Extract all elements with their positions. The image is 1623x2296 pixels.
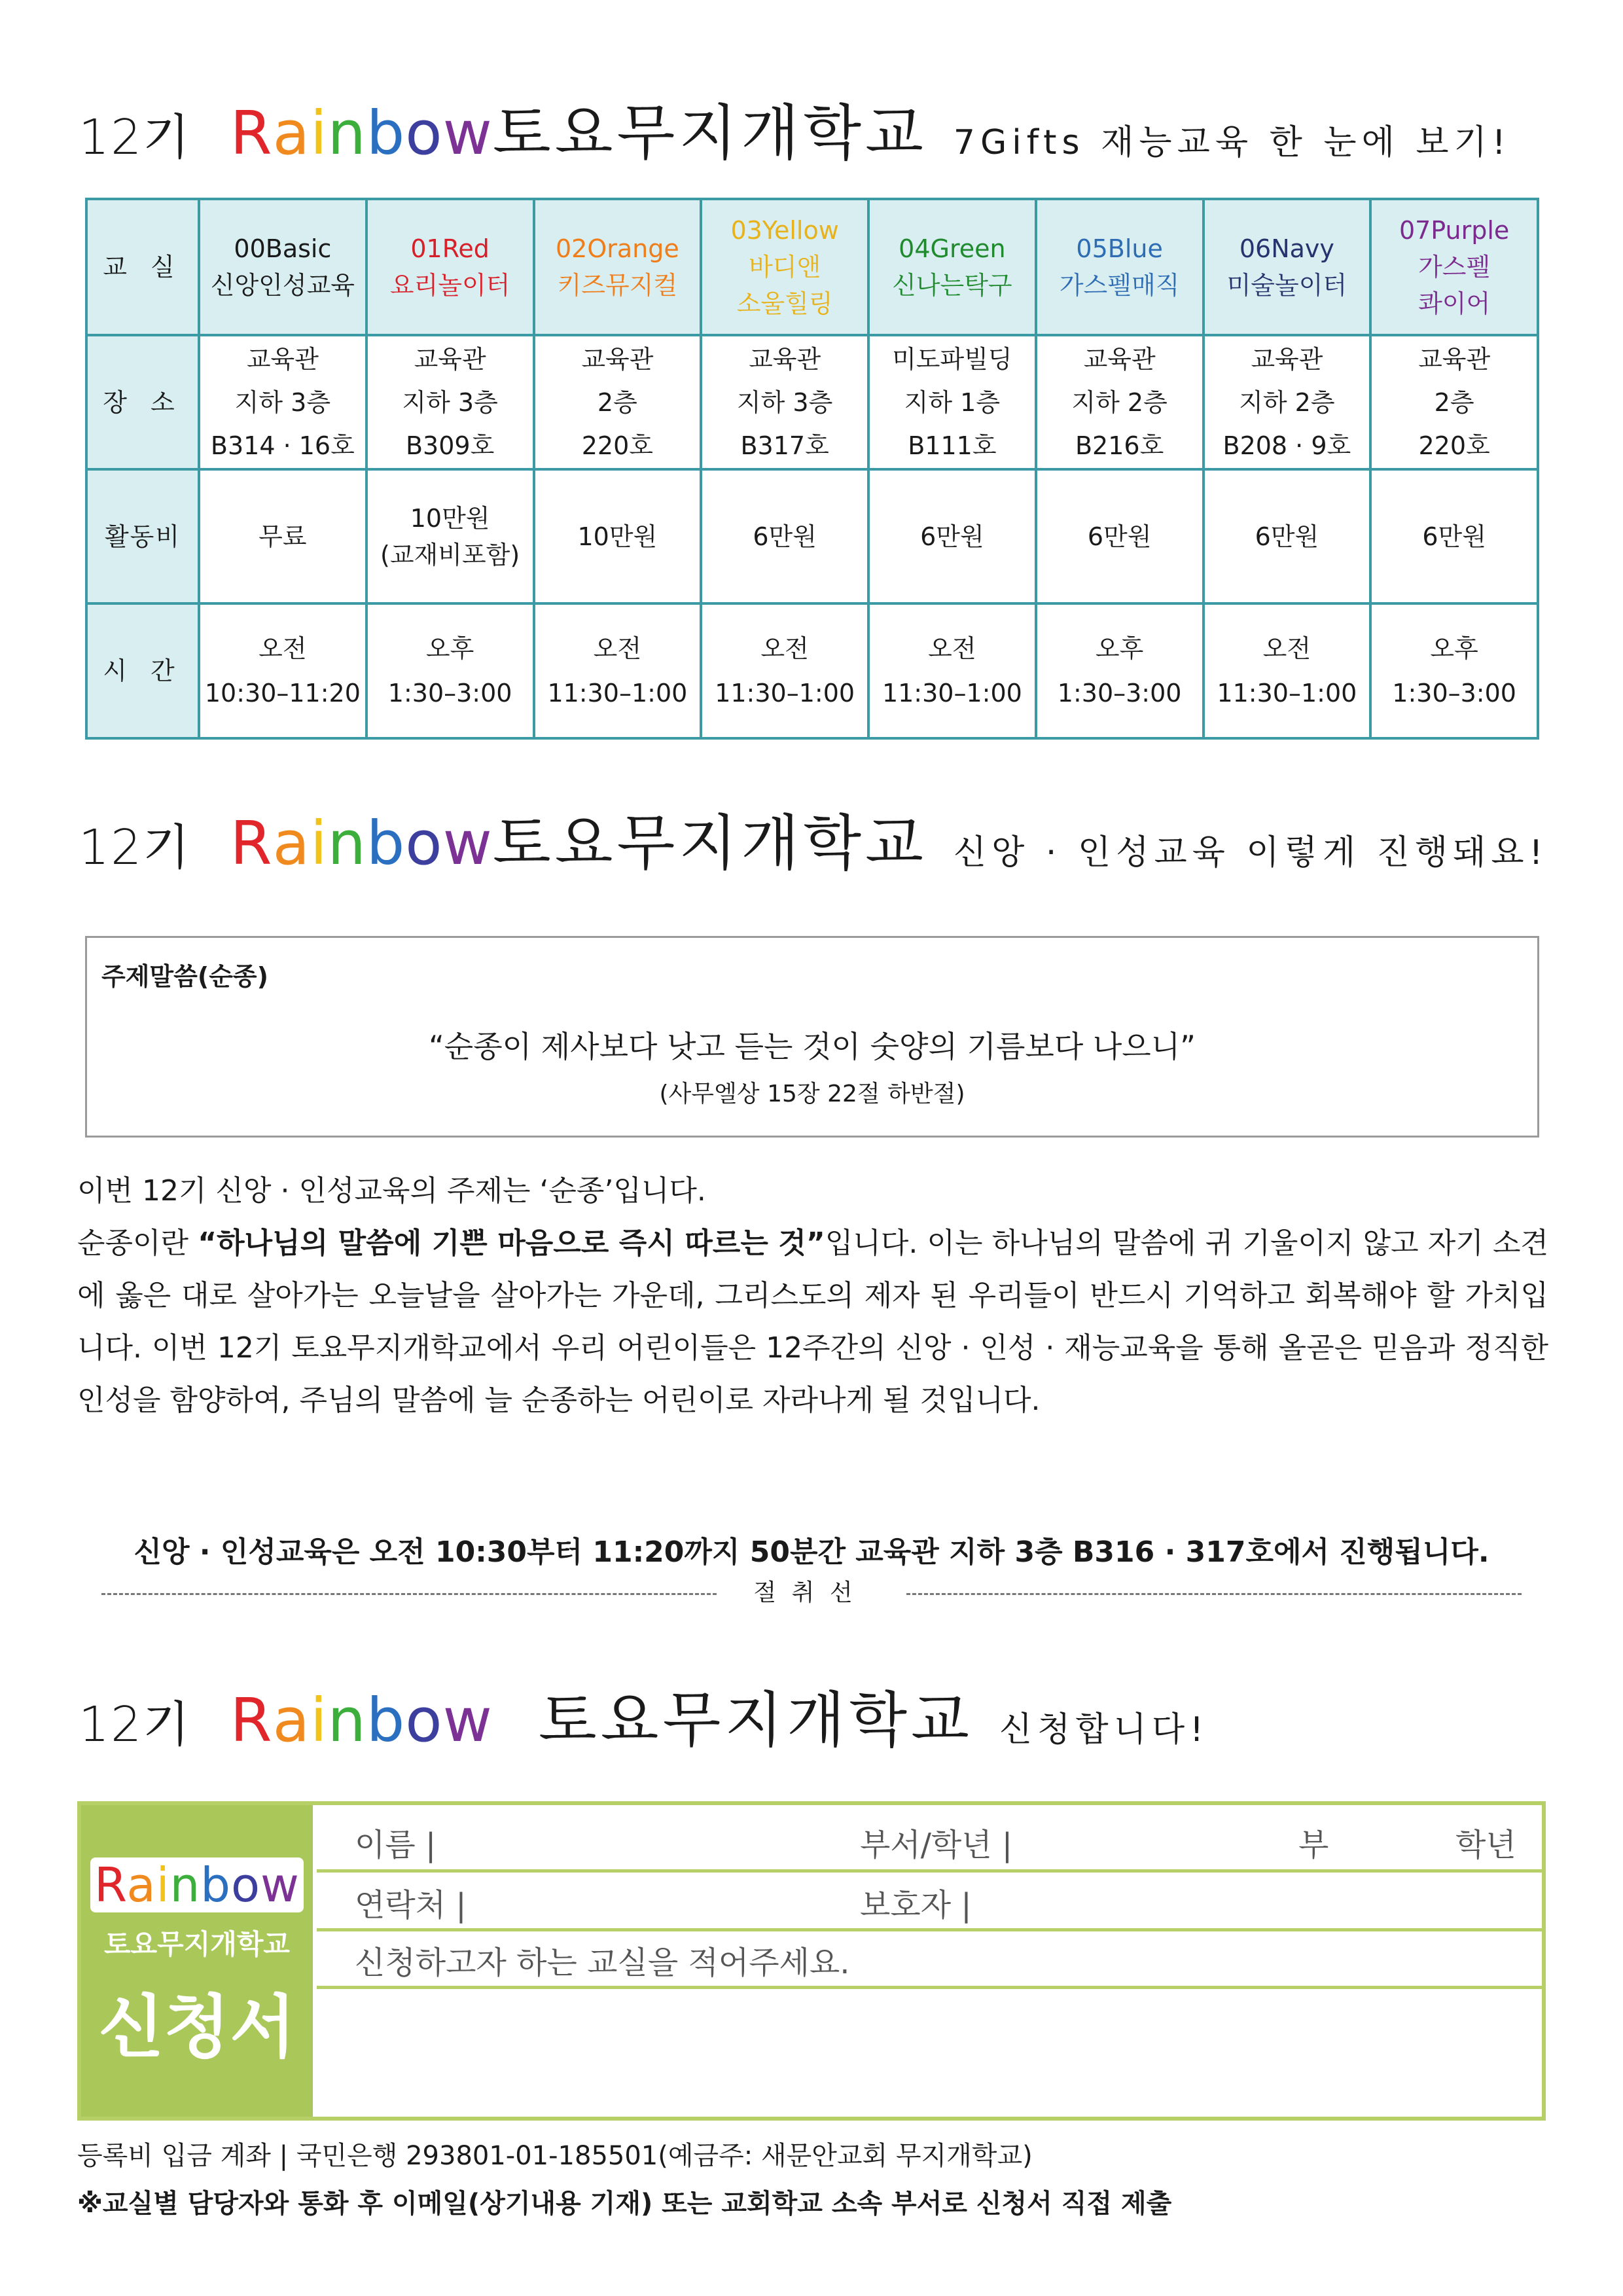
fee-cell xyxy=(199,469,366,603)
classroom-row xyxy=(86,199,1538,335)
intro-lead: 순종이란 xyxy=(77,1227,198,1260)
time-cell xyxy=(1204,603,1371,738)
class-cell xyxy=(199,199,366,335)
rainbow-letter: b xyxy=(366,808,406,878)
rainbow-letter: R xyxy=(230,98,273,168)
fee-text: (교재비포함) xyxy=(380,540,520,569)
class-name: 가스펠 xyxy=(1418,253,1491,281)
row-label-classroom: 교 실 xyxy=(86,199,199,335)
theme-verse: “순종이 제사보다 낫고 듣는 것이 숫양의 기름보다 나으니” xyxy=(428,1029,1196,1064)
heading-subtitle: 신앙 · 인성교육 이렇게 진행돼요! xyxy=(953,833,1548,872)
class-choice-field[interactable] xyxy=(317,1989,1542,2117)
location-text: 교육관 xyxy=(1418,344,1491,374)
cut-line-right xyxy=(906,1593,1522,1595)
location-text: B314 · 16호 xyxy=(210,431,355,460)
time-text: 오전 xyxy=(928,634,976,663)
dept-unit: 부 xyxy=(1298,1827,1329,1863)
class-code: 06Navy xyxy=(1239,234,1334,263)
fee-cell xyxy=(1204,469,1371,603)
rainbow-letter: w xyxy=(442,808,493,878)
intro-rest: 입니다. 이는 하나님의 말씀에 귀 기울이지 않고 자기 소견에 옳은 대로 살아가는 오늘날을 살아가는 가운데, 그리스도의 제자 된 우리들이 반드시 기억하고 회복해야 할 가치입니다. 이번 12기 토요무지개학교에서 우리 어린이들은 12주간의 신앙 · 인성 · 재능교육을 통해 올곧은 믿음과 정직한 인성을 함양하여, 주님의 말씀에 늘 순종하는 어린이로 자라나게 될 것입니다. xyxy=(77,1227,1548,1417)
form-row-name xyxy=(317,1805,1542,1873)
rainbow-letter: n xyxy=(327,808,366,878)
class-name: 바디앤 xyxy=(749,253,821,281)
form-logo-rainbow xyxy=(81,1857,313,1912)
time-cell xyxy=(366,603,534,738)
name-label: 이름 | xyxy=(355,1827,437,1863)
rainbow-letter: n xyxy=(169,1857,201,1912)
class-name: 미술놀이터 xyxy=(1226,271,1347,300)
class-name: 소울힐링 xyxy=(736,289,833,318)
row-label-time: 시 간 xyxy=(86,603,199,738)
time-text: 11:30–1:00 xyxy=(1217,679,1357,708)
location-cell xyxy=(1370,335,1538,469)
rainbow-letter: n xyxy=(327,1685,366,1755)
fee-cell xyxy=(868,469,1036,603)
guardian-label: 보호자 | xyxy=(860,1887,972,1924)
rainbow-letter: b xyxy=(366,98,406,168)
grade-unit: 학년 xyxy=(1455,1827,1516,1863)
name-field[interactable] xyxy=(467,1814,794,1860)
location-text: 지하 3층 xyxy=(234,387,331,417)
heading-school: 토요무지개학교 xyxy=(538,1685,973,1755)
time-text: 11:30–1:00 xyxy=(547,679,688,708)
class-cell xyxy=(1370,199,1538,335)
rainbow-letter: o xyxy=(230,1857,261,1912)
rainbow-letter: i xyxy=(310,98,328,168)
location-text: 지하 3층 xyxy=(402,387,498,417)
time-text: 11:30–1:00 xyxy=(715,679,855,708)
time-cell xyxy=(701,603,868,738)
location-text: 지하 2층 xyxy=(1071,387,1168,417)
heading-apply xyxy=(79,1672,1209,1757)
fee-cell xyxy=(534,469,702,603)
location-cell xyxy=(199,335,366,469)
class-code: 07Purple xyxy=(1399,216,1510,245)
rainbow-letter: a xyxy=(272,808,310,878)
time-cell xyxy=(868,603,1036,738)
time-text: 오전 xyxy=(1262,634,1311,663)
location-text: B216호 xyxy=(1075,431,1164,460)
location-cell xyxy=(1204,335,1371,469)
fee-cell xyxy=(701,469,868,603)
time-text: 오전 xyxy=(259,634,307,663)
rainbow-wordmark xyxy=(230,808,493,878)
rainbow-letter: a xyxy=(272,1685,310,1755)
heading-faith xyxy=(79,795,1548,880)
class-cell xyxy=(534,199,702,335)
theme-reference: (사무엘상 15장 22절 하반절) xyxy=(659,1081,965,1107)
rainbow-letter: o xyxy=(405,98,443,168)
rainbow-wordmark xyxy=(230,98,493,168)
form-logo-title: 신청서 xyxy=(98,1987,296,2067)
class-code: 00Basic xyxy=(234,234,332,263)
fee-cell xyxy=(1036,469,1204,603)
heading-school: 토요무지개학교 xyxy=(492,98,927,168)
class-name: 가스펠매직 xyxy=(1059,271,1180,300)
form-row-contact xyxy=(317,1869,1542,1931)
class-cell xyxy=(1036,199,1204,335)
location-text: 교육관 xyxy=(246,344,319,374)
rainbow-letter: w xyxy=(442,1685,493,1755)
intro-paragraph-2 xyxy=(77,1217,1548,1427)
time-text: 1:30–3:00 xyxy=(387,679,512,708)
rainbow-letter: R xyxy=(230,1685,273,1755)
heading-prefix: 12기 xyxy=(79,819,191,876)
time-text: 오전 xyxy=(593,634,642,663)
contact-field[interactable] xyxy=(487,1876,814,1919)
cut-line-left xyxy=(101,1593,717,1595)
location-text: 교육관 xyxy=(749,344,821,374)
dept-label: 부서/학년 | xyxy=(860,1827,1013,1863)
time-text: 오후 xyxy=(1095,634,1144,663)
fee-text: 6만원 xyxy=(1255,522,1319,551)
fee-row xyxy=(86,469,1538,603)
class-cell xyxy=(1204,199,1371,335)
time-text: 10:30–11:20 xyxy=(204,679,361,708)
rainbow-letter: a xyxy=(272,98,310,168)
time-cell xyxy=(1370,603,1538,738)
fee-text: 6만원 xyxy=(1422,522,1486,551)
theme-verse-box xyxy=(85,936,1539,1138)
time-cell xyxy=(199,603,366,738)
time-text: 오후 xyxy=(425,634,474,663)
heading-school: 토요무지개학교 xyxy=(492,808,927,878)
fee-text: 무료 xyxy=(259,522,307,551)
location-cell xyxy=(534,335,702,469)
schedule-table xyxy=(85,198,1539,740)
class-name: 신나는탁구 xyxy=(892,271,1012,300)
location-text: 교육관 xyxy=(581,344,654,374)
class-code: 02Orange xyxy=(555,234,679,263)
rainbow-letter: n xyxy=(327,98,366,168)
account-info: 등록비 입금 계좌 | 국민은행 293801-01-185501(예금주: 새문안교회 무지개학교) xyxy=(77,2141,1033,2171)
location-text: 220호 xyxy=(581,431,653,460)
location-cell xyxy=(868,335,1036,469)
fee-text: 6만원 xyxy=(753,522,817,551)
heading-prefix: 12기 xyxy=(79,1696,191,1753)
location-text: 교육관 xyxy=(1251,344,1323,374)
rainbow-letter: o xyxy=(405,808,443,878)
intro-paragraph-1: 이번 12기 신앙 · 인성교육의 주제는 ‘순종’입니다. xyxy=(77,1174,706,1208)
cut-line-label: 절 취 선 xyxy=(753,1579,857,1606)
location-text: 교육관 xyxy=(1083,344,1156,374)
class-code: 05Blue xyxy=(1076,234,1163,263)
schedule-notice: 신앙 · 인성교육은 오전 10:30부터 11:20까지 50분간 교육관 지하 3층 B316 · 317호에서 진행됩니다. xyxy=(134,1535,1489,1569)
class-name: 요리놀이터 xyxy=(389,271,510,300)
location-text: 지하 1층 xyxy=(904,387,1001,417)
location-text: 교육관 xyxy=(414,344,486,374)
class-cell xyxy=(701,199,868,335)
fee-text: 6만원 xyxy=(1087,522,1152,551)
class-cell xyxy=(366,199,534,335)
time-row xyxy=(86,603,1538,738)
intro-text xyxy=(77,1165,1548,1427)
location-text: B317호 xyxy=(740,431,829,460)
heading-prefix: 12기 xyxy=(79,109,191,166)
rainbow-letter: b xyxy=(200,1857,231,1912)
class-cell xyxy=(868,199,1036,335)
heading-subtitle: 7Gifts 재능교육 한 눈에 보기! xyxy=(953,123,1511,162)
location-text: B309호 xyxy=(405,431,495,460)
contact-label: 연락처 | xyxy=(355,1887,467,1924)
rainbow-letter: b xyxy=(366,1685,406,1755)
location-text: 미도파빌딩 xyxy=(892,344,1012,374)
theme-label: 주제말씀(순종) xyxy=(101,962,268,991)
location-row xyxy=(86,335,1538,469)
heading-subtitle: 신청합니다! xyxy=(999,1710,1209,1749)
fee-text: 6만원 xyxy=(920,522,984,551)
class-name: 키즈뮤지컬 xyxy=(557,271,678,300)
time-text: 오후 xyxy=(1430,634,1478,663)
class-prompt: 신청하고자 하는 교실을 적어주세요. xyxy=(355,1945,850,1981)
dept-field[interactable] xyxy=(1069,1814,1240,1860)
heading-gifts xyxy=(79,85,1511,170)
class-code: 03Yellow xyxy=(730,216,839,245)
location-text: 220호 xyxy=(1418,431,1490,460)
time-text: 11:30–1:00 xyxy=(882,679,1022,708)
time-cell xyxy=(534,603,702,738)
rainbow-letter: o xyxy=(405,1685,443,1755)
class-code: 01Red xyxy=(410,234,490,263)
time-text: 1:30–3:00 xyxy=(1392,679,1516,708)
rainbow-letter: w xyxy=(442,98,493,168)
application-form xyxy=(77,1801,1546,2121)
intro-definition: “하나님의 말씀에 기쁜 마음으로 즉시 따르는 것” xyxy=(198,1227,825,1260)
location-text: 2층 xyxy=(1434,387,1474,417)
row-label-location: 장 소 xyxy=(86,335,199,469)
submission-note: ※교실별 담당자와 통화 후 이메일(상기내용 기재) 또는 교회학교 소속 부서로 신청서 직접 제출 xyxy=(77,2189,1172,2219)
row-label-fee: 활동비 xyxy=(86,469,199,603)
guardian-field[interactable] xyxy=(1037,1876,1429,1919)
time-text: 1:30–3:00 xyxy=(1057,679,1182,708)
form-logo-school: 토요무지개학교 xyxy=(103,1928,290,1960)
form-row-class-prompt xyxy=(317,1928,1542,1989)
rainbow-letter: R xyxy=(230,808,273,878)
class-name: 콰이어 xyxy=(1418,289,1491,318)
time-cell xyxy=(1036,603,1204,738)
rainbow-letter: a xyxy=(126,1857,156,1912)
class-name: 신앙인성교육 xyxy=(210,271,355,300)
location-cell xyxy=(366,335,534,469)
rainbow-letter: w xyxy=(260,1857,300,1912)
rainbow-letter: i xyxy=(310,1685,328,1755)
fee-cell xyxy=(366,469,534,603)
rainbow-letter: i xyxy=(156,1857,170,1912)
class-code: 04Green xyxy=(899,234,1006,263)
fee-text: 10만원 xyxy=(577,522,658,551)
rainbow-letter: i xyxy=(310,808,328,878)
location-cell xyxy=(1036,335,1204,469)
fee-text: 10만원 xyxy=(410,503,490,533)
location-text: 지하 3층 xyxy=(736,387,833,417)
fee-cell xyxy=(1370,469,1538,603)
location-text: 2층 xyxy=(597,387,637,417)
rainbow-wordmark xyxy=(230,1685,493,1755)
location-cell xyxy=(701,335,868,469)
location-text: 지하 2층 xyxy=(1239,387,1335,417)
rainbow-letter: R xyxy=(94,1857,127,1912)
form-logo-panel xyxy=(81,1805,313,2117)
time-text: 오전 xyxy=(760,634,809,663)
location-text: B111호 xyxy=(908,431,997,460)
location-text: B208 · 9호 xyxy=(1222,431,1351,460)
